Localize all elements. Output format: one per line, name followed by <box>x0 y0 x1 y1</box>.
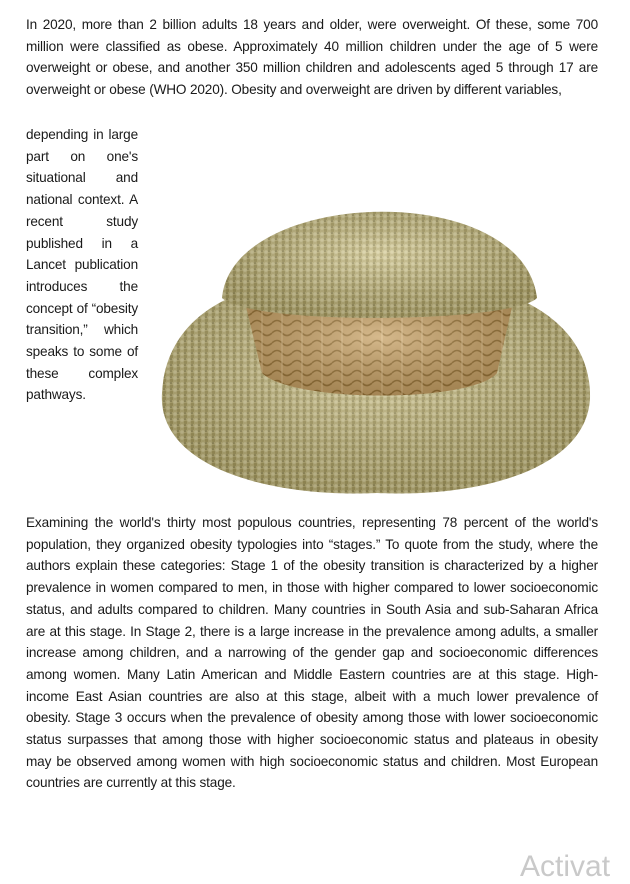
millet-basket-illustration <box>152 148 602 508</box>
main-paragraph: Examining the world's thirty most populous countries, representing 78 percent of the world's population, they organized obesity typologies into “stages.” To quote from the study, where the authors explain these categories: Stage 1 of the obesity transition is characterized by a higher prevalence in women compared to men, in those with higher compared to lower socioeconomic status, and adults compared to children. Many countries in South Asia and sub-Saharan Africa are at this stage. In Stage 2, there is a large increase in the prevalence among adults, a smaller increase among children, and a narrowing of the gender gap and socioeconomic differences among women. Many Latin American and Middle Eastern countries are at this stage. High-income East Asian countries are also at this stage, albeit with a much lower prevalence of obesity. Stage 3 occurs when the prevalence of obesity among those with lower socioeconomic status surpasses that among those with higher socioeconomic status and plateaus in obesity may be observed among women with high socioeconomic status and children. Most European countries are currently at this stage. <box>26 515 598 791</box>
millet-basket-image <box>152 148 602 508</box>
activation-watermark: Activat <box>520 850 611 883</box>
wrapped-side-text: depending in large part on one's situational and national context. A recent study published in a Lancet publication introduces the concept of “obesity transition,” which speaks to some of these complex pathways. <box>26 127 138 403</box>
intro-paragraph: In 2020, more than 2 billion adults 18 years and older, were overweight. Of these, some 700 million were classified as obese. Approximately 40 million children under the age of 5 were overweight or obese, and another 350 million children and adolescents aged 5 through 17 are overweight or obese (WHO 2020). Obesity and overweight are driven by different variables, <box>26 17 598 98</box>
